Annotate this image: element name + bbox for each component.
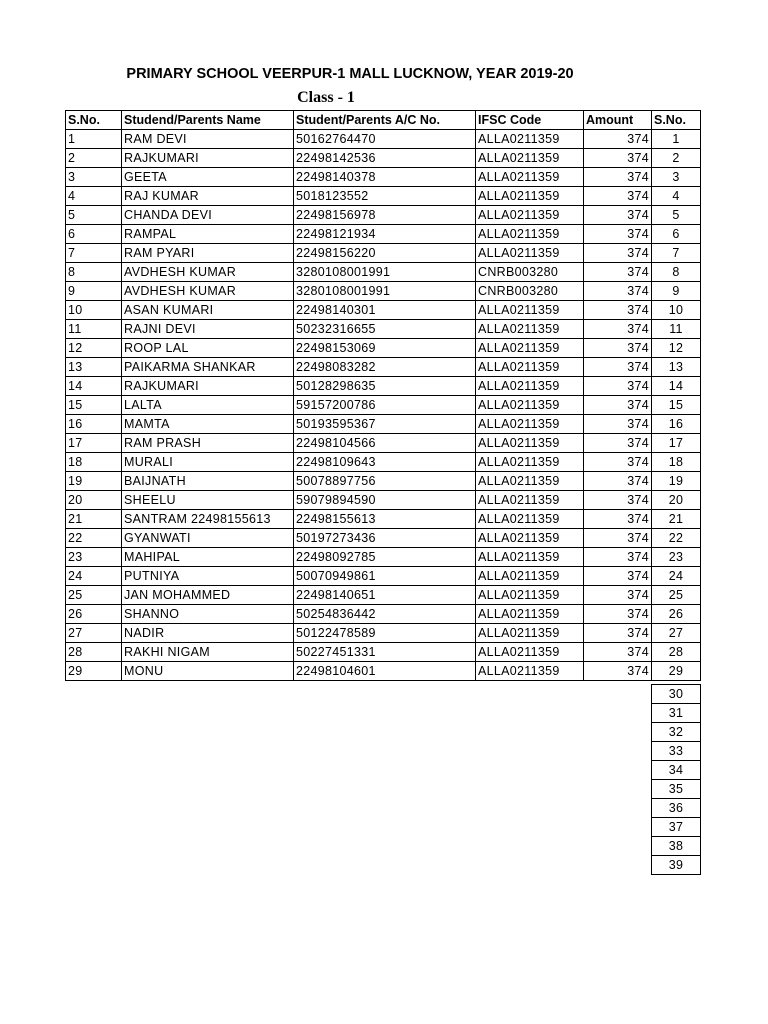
cell-account: 22498104566 bbox=[294, 434, 476, 453]
cell-ifsc: ALLA0211359 bbox=[476, 244, 584, 263]
header-amount: Amount bbox=[584, 111, 652, 130]
cell-account: 22498156220 bbox=[294, 244, 476, 263]
extra-row bbox=[652, 704, 701, 723]
cell-amount: 374 bbox=[584, 605, 652, 624]
cell-amount: 374 bbox=[584, 282, 652, 301]
cell-sno2: 22 bbox=[652, 529, 701, 548]
table-row bbox=[66, 358, 701, 377]
header-name: Studend/Parents Name bbox=[122, 111, 294, 130]
cell-sno2: 35 bbox=[652, 780, 701, 799]
cell-name: AVDHESH KUMAR bbox=[122, 282, 294, 301]
cell-sno2: 31 bbox=[652, 704, 701, 723]
cell-sno2: 18 bbox=[652, 453, 701, 472]
cell-sno: 26 bbox=[66, 605, 122, 624]
cell-amount: 374 bbox=[584, 377, 652, 396]
cell-sno2: 24 bbox=[652, 567, 701, 586]
table-row bbox=[66, 529, 701, 548]
cell-name: MAMTA bbox=[122, 415, 294, 434]
table-row bbox=[66, 567, 701, 586]
cell-account: 3280108001991 bbox=[294, 282, 476, 301]
extra-row bbox=[652, 761, 701, 780]
cell-sno: 9 bbox=[66, 282, 122, 301]
cell-account: 22498109643 bbox=[294, 453, 476, 472]
cell-ifsc: ALLA0211359 bbox=[476, 586, 584, 605]
cell-sno: 11 bbox=[66, 320, 122, 339]
cell-sno2: 5 bbox=[652, 206, 701, 225]
cell-sno2: 29 bbox=[652, 662, 701, 681]
extra-row bbox=[652, 780, 701, 799]
cell-name: RAJ KUMAR bbox=[122, 187, 294, 206]
cell-amount: 374 bbox=[584, 510, 652, 529]
cell-ifsc: ALLA0211359 bbox=[476, 415, 584, 434]
cell-sno2: 30 bbox=[652, 685, 701, 704]
cell-name: RAM PRASH bbox=[122, 434, 294, 453]
cell-name: SANTRAM 22498155613 bbox=[122, 510, 294, 529]
cell-ifsc: ALLA0211359 bbox=[476, 320, 584, 339]
cell-ifsc: ALLA0211359 bbox=[476, 453, 584, 472]
cell-account: 22498153069 bbox=[294, 339, 476, 358]
cell-sno2: 1 bbox=[652, 130, 701, 149]
cell-sno: 19 bbox=[66, 472, 122, 491]
cell-amount: 374 bbox=[584, 434, 652, 453]
cell-name: LALTA bbox=[122, 396, 294, 415]
cell-sno: 17 bbox=[66, 434, 122, 453]
cell-name: GEETA bbox=[122, 168, 294, 187]
table-body bbox=[66, 130, 701, 681]
cell-name: GYANWATI bbox=[122, 529, 294, 548]
cell-name: RAM DEVI bbox=[122, 130, 294, 149]
cell-account: 50078897756 bbox=[294, 472, 476, 491]
table-row bbox=[66, 434, 701, 453]
cell-sno: 10 bbox=[66, 301, 122, 320]
table-row bbox=[66, 472, 701, 491]
cell-sno2: 36 bbox=[652, 799, 701, 818]
cell-ifsc: ALLA0211359 bbox=[476, 396, 584, 415]
table-row bbox=[66, 377, 701, 396]
cell-sno2: 8 bbox=[652, 263, 701, 282]
cell-sno: 24 bbox=[66, 567, 122, 586]
cell-account: 22498140651 bbox=[294, 586, 476, 605]
cell-name: ROOP LAL bbox=[122, 339, 294, 358]
table-row bbox=[66, 605, 701, 624]
cell-ifsc: ALLA0211359 bbox=[476, 434, 584, 453]
cell-name: BAIJNATH bbox=[122, 472, 294, 491]
cell-sno2: 4 bbox=[652, 187, 701, 206]
cell-sno2: 7 bbox=[652, 244, 701, 263]
cell-account: 22498156978 bbox=[294, 206, 476, 225]
cell-ifsc: ALLA0211359 bbox=[476, 301, 584, 320]
cell-account: 50254836442 bbox=[294, 605, 476, 624]
table-row bbox=[66, 453, 701, 472]
header-sno: S.No. bbox=[66, 111, 122, 130]
cell-ifsc: ALLA0211359 bbox=[476, 358, 584, 377]
table-header-row bbox=[66, 111, 701, 130]
cell-sno: 28 bbox=[66, 643, 122, 662]
cell-ifsc: ALLA0211359 bbox=[476, 472, 584, 491]
cell-sno2: 10 bbox=[652, 301, 701, 320]
table-row bbox=[66, 586, 701, 605]
extra-row bbox=[652, 742, 701, 761]
cell-amount: 374 bbox=[584, 529, 652, 548]
cell-sno2: 14 bbox=[652, 377, 701, 396]
cell-name: JAN MOHAMMED bbox=[122, 586, 294, 605]
cell-name: RAJNI DEVI bbox=[122, 320, 294, 339]
table-row bbox=[66, 168, 701, 187]
cell-account: 50122478589 bbox=[294, 624, 476, 643]
cell-ifsc: ALLA0211359 bbox=[476, 225, 584, 244]
cell-sno: 7 bbox=[66, 244, 122, 263]
cell-ifsc: CNRB003280 bbox=[476, 263, 584, 282]
table-row bbox=[66, 491, 701, 510]
extra-row bbox=[652, 818, 701, 837]
cell-ifsc: ALLA0211359 bbox=[476, 605, 584, 624]
cell-ifsc: ALLA0211359 bbox=[476, 339, 584, 358]
table-row bbox=[66, 662, 701, 681]
cell-amount: 374 bbox=[584, 453, 652, 472]
cell-amount: 374 bbox=[584, 396, 652, 415]
cell-amount: 374 bbox=[584, 624, 652, 643]
cell-amount: 374 bbox=[584, 472, 652, 491]
cell-sno2: 33 bbox=[652, 742, 701, 761]
cell-name: RAKHI NIGAM bbox=[122, 643, 294, 662]
cell-sno2: 16 bbox=[652, 415, 701, 434]
cell-sno: 2 bbox=[66, 149, 122, 168]
cell-ifsc: ALLA0211359 bbox=[476, 206, 584, 225]
cell-sno: 23 bbox=[66, 548, 122, 567]
cell-amount: 374 bbox=[584, 244, 652, 263]
cell-amount: 374 bbox=[584, 187, 652, 206]
cell-sno2: 27 bbox=[652, 624, 701, 643]
cell-name: AVDHESH KUMAR bbox=[122, 263, 294, 282]
cell-account: 50227451331 bbox=[294, 643, 476, 662]
cell-sno2: 23 bbox=[652, 548, 701, 567]
cell-sno: 29 bbox=[66, 662, 122, 681]
cell-account: 22498155613 bbox=[294, 510, 476, 529]
cell-ifsc: ALLA0211359 bbox=[476, 548, 584, 567]
cell-name: RAM PYARI bbox=[122, 244, 294, 263]
cell-sno2: 20 bbox=[652, 491, 701, 510]
cell-ifsc: ALLA0211359 bbox=[476, 168, 584, 187]
cell-sno: 16 bbox=[66, 415, 122, 434]
extra-row bbox=[652, 799, 701, 818]
cell-name: MONU bbox=[122, 662, 294, 681]
cell-sno2: 12 bbox=[652, 339, 701, 358]
cell-amount: 374 bbox=[584, 491, 652, 510]
cell-name: NADIR bbox=[122, 624, 294, 643]
cell-amount: 374 bbox=[584, 548, 652, 567]
cell-name: RAJKUMARI bbox=[122, 377, 294, 396]
cell-sno2: 32 bbox=[652, 723, 701, 742]
cell-amount: 374 bbox=[584, 586, 652, 605]
cell-name: RAJKUMARI bbox=[122, 149, 294, 168]
cell-sno2: 39 bbox=[652, 856, 701, 875]
cell-amount: 374 bbox=[584, 567, 652, 586]
cell-sno2: 13 bbox=[652, 358, 701, 377]
cell-sno2: 28 bbox=[652, 643, 701, 662]
table-row bbox=[66, 320, 701, 339]
cell-sno: 14 bbox=[66, 377, 122, 396]
cell-sno: 18 bbox=[66, 453, 122, 472]
table-row bbox=[66, 396, 701, 415]
cell-sno: 6 bbox=[66, 225, 122, 244]
cell-amount: 374 bbox=[584, 168, 652, 187]
cell-name: SHEELU bbox=[122, 491, 294, 510]
cell-name: MURALI bbox=[122, 453, 294, 472]
table-row bbox=[66, 624, 701, 643]
table-row bbox=[66, 301, 701, 320]
cell-account: 59157200786 bbox=[294, 396, 476, 415]
class-subtitle: Class - 1 bbox=[297, 89, 355, 106]
cell-amount: 374 bbox=[584, 225, 652, 244]
extra-sno-column bbox=[651, 684, 701, 875]
cell-amount: 374 bbox=[584, 339, 652, 358]
cell-sno: 4 bbox=[66, 187, 122, 206]
cell-sno2: 2 bbox=[652, 149, 701, 168]
cell-name: MAHIPAL bbox=[122, 548, 294, 567]
header-account: Student/Parents A/C No. bbox=[294, 111, 476, 130]
cell-ifsc: ALLA0211359 bbox=[476, 510, 584, 529]
cell-name: PUTNIYA bbox=[122, 567, 294, 586]
cell-account: 5018123552 bbox=[294, 187, 476, 206]
table-row bbox=[66, 263, 701, 282]
cell-ifsc: ALLA0211359 bbox=[476, 643, 584, 662]
cell-sno: 22 bbox=[66, 529, 122, 548]
cell-amount: 374 bbox=[584, 130, 652, 149]
cell-amount: 374 bbox=[584, 301, 652, 320]
cell-sno: 25 bbox=[66, 586, 122, 605]
header-ifsc: IFSC Code bbox=[476, 111, 584, 130]
cell-ifsc: ALLA0211359 bbox=[476, 529, 584, 548]
cell-sno2: 38 bbox=[652, 837, 701, 856]
cell-sno2: 19 bbox=[652, 472, 701, 491]
table-row bbox=[66, 548, 701, 567]
cell-sno2: 11 bbox=[652, 320, 701, 339]
cell-name: RAMPAL bbox=[122, 225, 294, 244]
cell-name: SHANNO bbox=[122, 605, 294, 624]
cell-account: 22498104601 bbox=[294, 662, 476, 681]
cell-sno: 13 bbox=[66, 358, 122, 377]
cell-sno2: 25 bbox=[652, 586, 701, 605]
cell-account: 50232316655 bbox=[294, 320, 476, 339]
cell-account: 22498092785 bbox=[294, 548, 476, 567]
cell-sno2: 9 bbox=[652, 282, 701, 301]
table-row bbox=[66, 149, 701, 168]
cell-account: 50070949861 bbox=[294, 567, 476, 586]
cell-sno: 3 bbox=[66, 168, 122, 187]
cell-account: 50197273436 bbox=[294, 529, 476, 548]
table-row bbox=[66, 206, 701, 225]
beneficiary-table bbox=[65, 110, 701, 681]
table-row bbox=[66, 244, 701, 263]
table-row bbox=[66, 130, 701, 149]
cell-ifsc: CNRB003280 bbox=[476, 282, 584, 301]
cell-account: 22498142536 bbox=[294, 149, 476, 168]
document-title: PRIMARY SCHOOL VEERPUR-1 MALL LUCKNOW, YEAR 2019-20 bbox=[126, 66, 574, 82]
cell-account: 3280108001991 bbox=[294, 263, 476, 282]
cell-account: 22498083282 bbox=[294, 358, 476, 377]
extra-row bbox=[652, 856, 701, 875]
extra-row bbox=[652, 685, 701, 704]
cell-amount: 374 bbox=[584, 415, 652, 434]
header-sno2: S.No. bbox=[652, 111, 701, 130]
table-row bbox=[66, 510, 701, 529]
cell-account: 22498121934 bbox=[294, 225, 476, 244]
table-row bbox=[66, 339, 701, 358]
cell-name: PAIKARMA SHANKAR bbox=[122, 358, 294, 377]
cell-account: 22498140301 bbox=[294, 301, 476, 320]
cell-ifsc: ALLA0211359 bbox=[476, 377, 584, 396]
cell-sno: 21 bbox=[66, 510, 122, 529]
cell-account: 50162764470 bbox=[294, 130, 476, 149]
table-row bbox=[66, 225, 701, 244]
cell-ifsc: ALLA0211359 bbox=[476, 662, 584, 681]
cell-sno2: 34 bbox=[652, 761, 701, 780]
cell-account: 59079894590 bbox=[294, 491, 476, 510]
cell-sno: 12 bbox=[66, 339, 122, 358]
cell-name: CHANDA DEVI bbox=[122, 206, 294, 225]
cell-sno: 15 bbox=[66, 396, 122, 415]
cell-amount: 374 bbox=[584, 662, 652, 681]
cell-account: 50193595367 bbox=[294, 415, 476, 434]
cell-account: 50128298635 bbox=[294, 377, 476, 396]
table-row bbox=[66, 415, 701, 434]
cell-sno2: 21 bbox=[652, 510, 701, 529]
cell-amount: 374 bbox=[584, 149, 652, 168]
cell-sno: 5 bbox=[66, 206, 122, 225]
cell-ifsc: ALLA0211359 bbox=[476, 567, 584, 586]
extra-row bbox=[652, 723, 701, 742]
extra-sno-body bbox=[652, 685, 701, 875]
cell-sno2: 26 bbox=[652, 605, 701, 624]
cell-ifsc: ALLA0211359 bbox=[476, 130, 584, 149]
table-row bbox=[66, 282, 701, 301]
cell-name: ASAN KUMARI bbox=[122, 301, 294, 320]
cell-sno: 27 bbox=[66, 624, 122, 643]
cell-sno2: 37 bbox=[652, 818, 701, 837]
cell-sno: 1 bbox=[66, 130, 122, 149]
cell-sno2: 15 bbox=[652, 396, 701, 415]
cell-amount: 374 bbox=[584, 263, 652, 282]
cell-sno: 20 bbox=[66, 491, 122, 510]
cell-sno2: 6 bbox=[652, 225, 701, 244]
cell-sno2: 3 bbox=[652, 168, 701, 187]
cell-ifsc: ALLA0211359 bbox=[476, 491, 584, 510]
cell-account: 22498140378 bbox=[294, 168, 476, 187]
cell-amount: 374 bbox=[584, 643, 652, 662]
table-row bbox=[66, 643, 701, 662]
cell-sno2: 17 bbox=[652, 434, 701, 453]
cell-amount: 374 bbox=[584, 358, 652, 377]
table-row bbox=[66, 187, 701, 206]
cell-ifsc: ALLA0211359 bbox=[476, 624, 584, 643]
cell-sno: 8 bbox=[66, 263, 122, 282]
cell-ifsc: ALLA0211359 bbox=[476, 149, 584, 168]
cell-ifsc: ALLA0211359 bbox=[476, 187, 584, 206]
cell-amount: 374 bbox=[584, 320, 652, 339]
cell-amount: 374 bbox=[584, 206, 652, 225]
extra-row bbox=[652, 837, 701, 856]
